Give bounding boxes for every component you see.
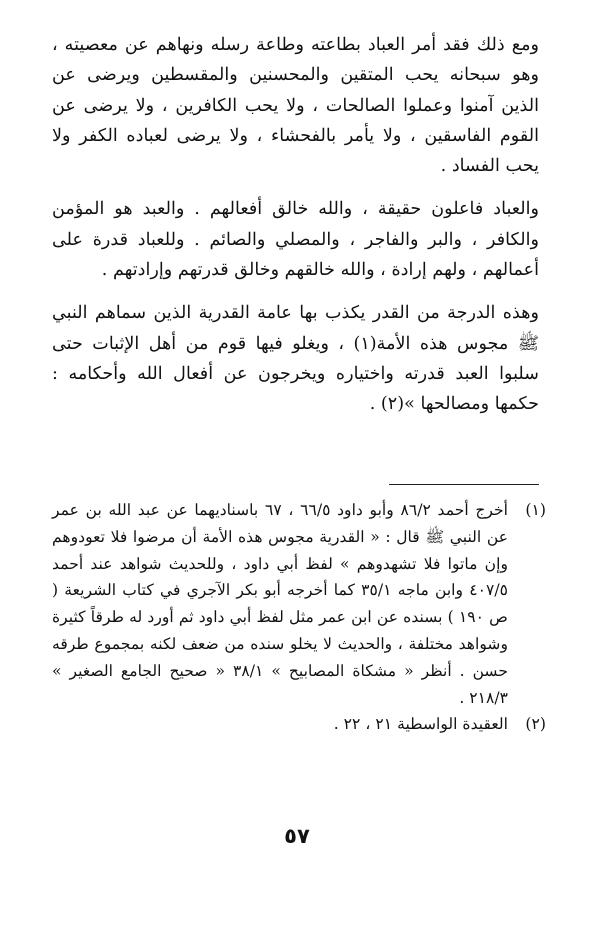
footnote-text: العقيدة الواسطية ٢١ ، ٢٢ . bbox=[333, 715, 508, 734]
footnote-1 bbox=[52, 497, 546, 711]
footnote-divider bbox=[389, 484, 539, 485]
footnote-marker: (١) bbox=[525, 501, 546, 519]
paragraph-3: وهذه الدرجة من القدر يكذب بها عامة القدرية الذين سماهم النبي ﷺ مجوس هذه الأمة(١) ، ويغلو فيها قوم من أهل الإثبات حتى سلبوا العبد قدرته واختياره ويخرجون عن أفعال الله وأحكامه : حكمها ومصالحها »(٢) . bbox=[52, 303, 539, 415]
page-number: ٥٧ bbox=[284, 824, 310, 848]
footnote-marker: (٢) bbox=[525, 715, 546, 734]
footnotes bbox=[52, 497, 546, 738]
paragraph-2: والعباد فاعلون حقيقة ، والله خالق أفعالهم . والعبد هو المؤمن والكافر ، والبر والفاجر ، والمصلي والصائم . وللعباد قدرة على أعمالهم ، ولهم إرادة ، والله خالقهم وخالق قدرتهم وإرادتهم . bbox=[52, 199, 539, 281]
main-text bbox=[52, 30, 539, 420]
footnote-2 bbox=[52, 711, 546, 738]
footnote-text: أخرج أحمد ٨٦/٢ وأبو داود ٦٦/٥ ، ٦٧ باسناديهما عن عبد الله بن عمر عن النبي ﷺ قال : « القدرية مجوس هذه الأمة أن مرضوا فلا تعودوهم وإن ماتوا فلا تشهدوهم » لفظ أبي داود ، وللحديث شواهد عند أحمد ٤٠٧/٥ وابن ماجه ٣٥/١ كما أخرجه أبو بكر الآجري في كتاب الشريعة ( ص ١٩٠ ) بسنده عن ابن عمر مثل لفظ أبي داود ثم أورد له طرقاً كثيرة وشواهد مختلفة ، والحديث لا يخلو سنده من ضعف لكنه بمجموع طرقه حسن . أنظر « مشكاة المصابيح » ٣٨/١ « صحيح الجامع الصغير » ٢١٨/٣ . bbox=[52, 501, 508, 707]
paragraph-1: ومع ذلك فقد أمر العباد بطاعته وطاعة رسله ونهاهم عن معصيته ، وهو سبحانه يحب المتقين والمحسنين والمقسطين ويرضى عن الذين آمنوا وعملوا الصالحات ، ولا يحب الكافرين ، ولا يرضى عن القوم الفاسقين ، ولا يأمر بالفحشاء ، ولا يرضى لعباده الكفر ولا يحب الفساد . bbox=[52, 35, 539, 177]
